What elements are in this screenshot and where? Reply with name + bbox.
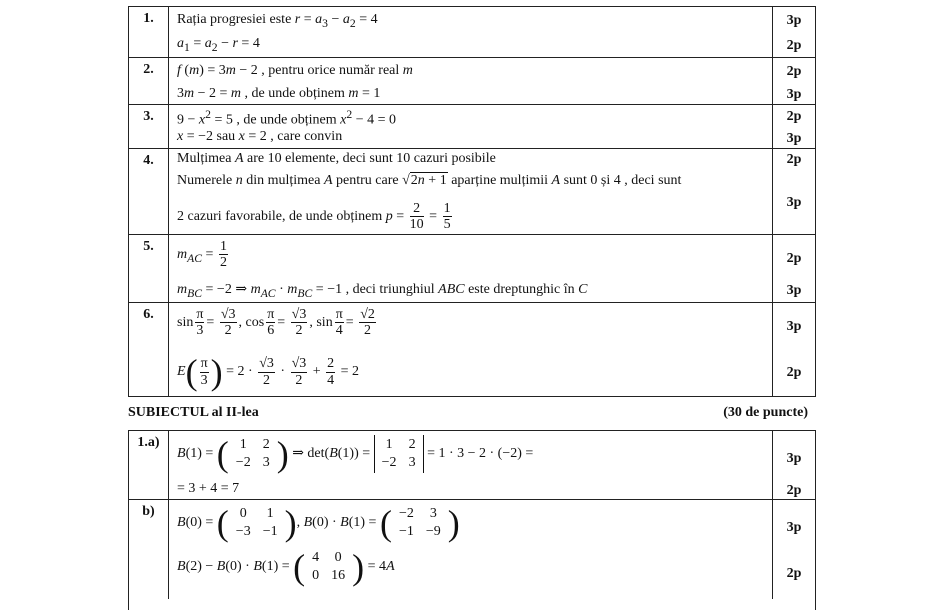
table-row	[129, 431, 815, 499]
points: 3p	[786, 87, 802, 102]
points: 2p	[786, 64, 802, 79]
item-number: 3.	[129, 105, 169, 148]
item-number: 1.a)	[129, 431, 169, 499]
points: 2p	[786, 152, 802, 167]
solution-line: $9 - x^2 = 5$ , de unde obținem $x^2 - 4 = 0$	[177, 108, 397, 128]
section-title: SUBIECTUL al II-lea	[128, 405, 259, 420]
solution-line: Numerele n din mulțimea A pentru care √2n + 1 aparține mulțimii A sunt 0 și 4 , deci sunt	[177, 173, 682, 188]
points: 3p	[786, 319, 802, 334]
solution-line: f (m) = 3m − 2 , pentru orice număr real m	[177, 63, 413, 78]
item-number: 2.	[129, 58, 169, 104]
points: 3p	[786, 131, 802, 146]
item-number: 4.	[129, 149, 169, 234]
barem-table-subject-1	[128, 6, 816, 397]
solution-line: = 3 + 4 = 7	[177, 481, 240, 496]
table-row	[129, 234, 815, 302]
points: 3p	[786, 13, 802, 28]
table-row	[129, 148, 815, 234]
solution-line: sin $\frac{\pi}{3}$ = $\frac{√3}{2}$ , cos $\frac{\pi}{6}$ = $\frac{√3}{2}$ , sin $\frac{\pi}{4}$ = $\frac{√2}{2}$	[177, 307, 375, 339]
solution-line: 3m − 2 = m , de unde obținem m = 1	[177, 86, 381, 101]
solution-line: Rația progresiei este $r = a_3 - a_2 = 4$	[177, 12, 378, 30]
table-row	[129, 499, 815, 599]
solution-line: $a_1 = a_2 - r = 4$	[177, 36, 260, 54]
solution-line: 2 cazuri favorabile, de unde obținem p = $\frac{2}{10}$ = $\frac{1}{5}$	[177, 201, 451, 233]
points: 2p	[786, 251, 802, 266]
solution-line: B(2) − B(0) · B(1) = ( 4 0 0 16 ) = 4A	[177, 547, 395, 587]
points: 3p	[786, 520, 802, 535]
points: 3p	[786, 451, 802, 466]
section-header	[128, 405, 816, 421]
item-number: b)	[129, 500, 169, 599]
table-row	[129, 57, 815, 104]
points: 3p	[786, 283, 802, 298]
section-points: (30 de puncte)	[723, 405, 808, 420]
points: 2p	[786, 483, 802, 498]
table-row	[129, 104, 815, 148]
solution-line: $m_{AC}$ = $\frac{1}{2}$	[177, 239, 227, 271]
item-number: 6.	[129, 303, 169, 396]
table-row	[129, 302, 815, 396]
points: 2p	[786, 38, 802, 53]
item-number: 1.	[129, 7, 169, 57]
barem-table-subject-2	[128, 430, 816, 610]
solution-line: E( $\frac{\pi}{3}$ ) = 2 · $\frac{√3}{2}$ · $\frac{√3}{2}$ + $\frac{2}{4}$ = 2	[177, 352, 360, 392]
points: 2p	[786, 365, 802, 380]
table-row	[129, 7, 815, 57]
solution-line: B(0) = ( 0 1 −3 −1 ), B(0) · B(1) = ( −2 3 −1 −9 )	[177, 503, 460, 543]
points: 2p	[786, 566, 802, 581]
item-number: 5.	[129, 235, 169, 302]
solution-line: Mulțimea A are 10 elemente, deci sunt 10 cazuri posibile	[177, 151, 496, 166]
solution-line: x = −2 sau x = 2 , care convin	[177, 129, 343, 144]
solution-line: B(1) = ( 1 2 −2 3 ) ⇒ det(B(1)) = 1 2 −2 3 = 1 · 3 − 2 · (−2) =	[177, 434, 534, 474]
points: 3p	[786, 195, 802, 210]
solution-line: $m_{BC} = -2$ ⇒ $m_{AC} \cdot m_{BC} = -1$ , deci triunghiul ABC este dreptunghic în C	[177, 282, 588, 300]
points: 2p	[786, 109, 802, 124]
